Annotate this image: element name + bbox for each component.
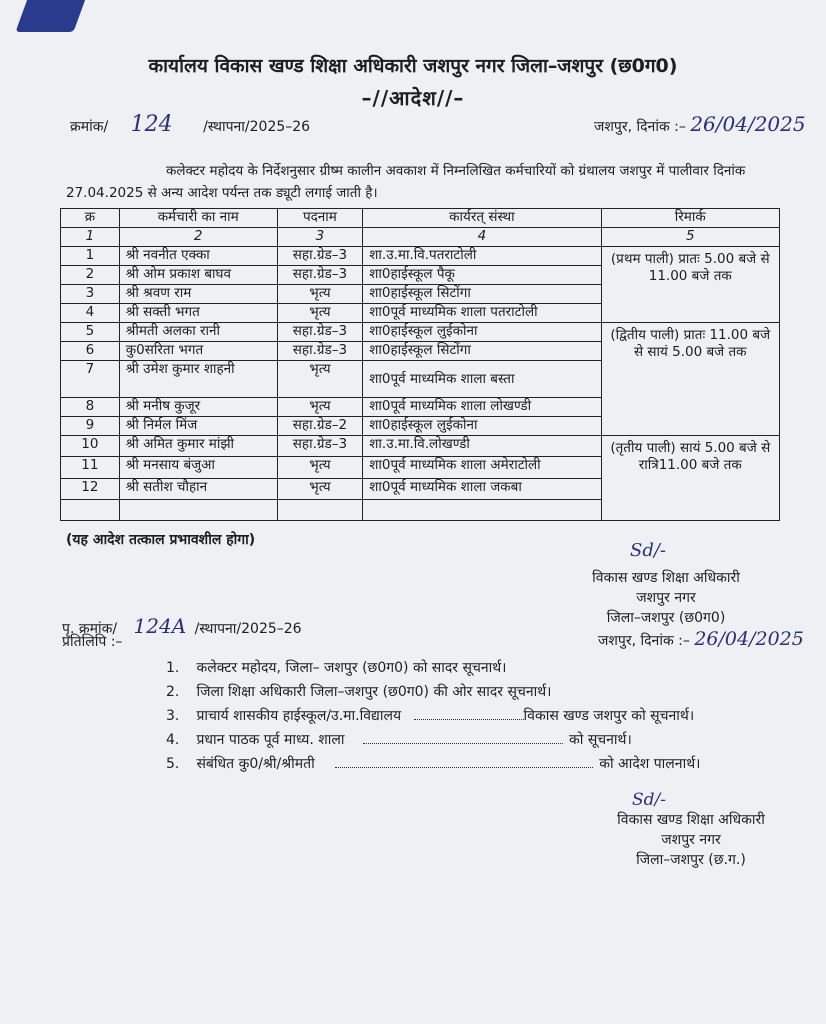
fill-in-blank <box>414 708 524 720</box>
table-header-row <box>61 209 780 228</box>
office-title: कार्यालय विकास खण्ड शिक्षा अधिकारी जशपुर नगर जिला–जशपुर (छ0ग0) <box>148 55 678 77</box>
row-post: सहा.ग्रेड–2 <box>277 417 363 436</box>
order-number-label: क्रमांक/ <box>70 119 109 135</box>
column-number-row <box>61 228 780 247</box>
copy-date-label: जशपुर, दिनांक :– <box>598 633 690 649</box>
row-name: श्री मनसाय बंजुआ <box>119 457 277 478</box>
copy-number-suffix: /स्थापना/2025–26 <box>194 621 302 637</box>
row-name: श्री अमित कुमार मांझी <box>119 436 277 457</box>
signature-place: जशपुर नगर <box>636 590 696 606</box>
row-serial: 10 <box>61 436 120 457</box>
row-post: सहा.ग्रेड–3 <box>277 323 363 342</box>
row-institution: शा0हाईस्कूल लुईकोना <box>363 417 601 436</box>
list-item-text: प्राचार्य शासकीय हाईस्कूल/उ.मा.विद्यालय <box>196 708 402 724</box>
row-serial: 4 <box>61 304 120 323</box>
col-number: 2 <box>119 228 277 247</box>
row-name: श्री मनीष कुजूर <box>119 398 277 417</box>
paper-clip-mark <box>15 0 86 32</box>
list-item <box>166 680 700 704</box>
filler-cell <box>119 499 277 520</box>
copy-number: 124A <box>133 614 187 638</box>
signature-district: जिला–जशपुर (छ0ग0) <box>606 610 726 626</box>
row-name: श्री सक्ती भगत <box>119 304 277 323</box>
order-number: 124 <box>130 112 173 137</box>
row-serial: 3 <box>61 285 120 304</box>
list-item-text: प्रधान पाठक पूर्व माध्य. शाला <box>196 732 345 748</box>
list-item-number: 2. <box>166 684 180 700</box>
header-institution: कार्यरत् संस्था <box>363 209 601 228</box>
signature-place: जशपुर नगर <box>661 832 721 848</box>
row-name: श्री नवनीत एक्का <box>119 247 277 266</box>
effective-note: (यह आदेश तत्काल प्रभावशील होगा) <box>66 532 256 548</box>
row-institution: शा0पूर्व माध्यमिक शाला पतराटोली <box>363 304 601 323</box>
row-name: श्री निर्मल मिंज <box>119 417 277 436</box>
row-institution: शा0हाईस्कूल सिटोंगा <box>363 285 601 304</box>
col-number: 5 <box>601 228 779 247</box>
row-post: सहा.ग्रेड–3 <box>277 266 363 285</box>
row-post: भृत्य <box>277 398 363 417</box>
filler-cell <box>363 499 601 520</box>
list-item-text: संबंधित कु0/श्री/श्रीमती <box>196 756 315 772</box>
row-name: श्रीमती अलका रानी <box>119 323 277 342</box>
copy-label: प्रतिलिपि :– <box>62 634 123 650</box>
row-institution: शा0पूर्व माध्यमिक शाला लोखण्डी <box>363 398 601 417</box>
filler-cell <box>277 499 363 520</box>
row-institution: शा.उ.मा.वि.पतराटोली <box>363 247 601 266</box>
table-row <box>61 436 780 457</box>
list-item-text: कलेक्टर महोदय, जिला– जशपुर (छ0ग0) को सादर सूचनार्थ। <box>196 660 507 676</box>
row-post: भृत्य <box>277 285 363 304</box>
row-institution: शा0पूर्व माध्यमिक शाला बस्ता <box>363 361 601 398</box>
fill-in-blank <box>363 732 563 744</box>
remark-shift-1: (प्रथम पाली) प्रातः 5.00 बजे से 11.00 बजे तक <box>601 247 779 323</box>
row-post: सहा.ग्रेड–3 <box>277 436 363 457</box>
order-date: 26/04/2025 <box>690 112 806 136</box>
signature-block-1 <box>556 568 776 628</box>
col-number: 3 <box>277 228 363 247</box>
copy-date-line <box>598 628 804 650</box>
list-item-text: जिला शिक्षा अधिकारी जिला–जशपुर (छ0ग0) की ओर सादर सूचनार्थ। <box>196 684 552 700</box>
remark-shift-3: (तृतीय पाली) सायं 5.00 बजे से रात्रि11.00 बजे तक <box>601 436 779 521</box>
row-institution: शा0पूर्व माध्यमिक शाला जकबा <box>363 478 601 499</box>
list-item-number: 4. <box>166 732 180 748</box>
row-institution: शा0हाईस्कूल लुईकोना <box>363 323 601 342</box>
signature-title: विकास खण्ड शिक्षा अधिकारी <box>592 570 740 586</box>
row-post: भृत्य <box>277 304 363 323</box>
row-institution: शा0हाईस्कूल पैकू <box>363 266 601 285</box>
signature-title: विकास खण्ड शिक्षा अधिकारी <box>617 812 765 828</box>
row-serial: 12 <box>61 478 120 499</box>
row-name: श्री सतीश चौहान <box>119 478 277 499</box>
header-post: पदनाम <box>277 209 363 228</box>
row-name: श्री श्रवण राम <box>119 285 277 304</box>
row-institution: शा0पूर्व माध्यमिक शाला अमेराटोली <box>363 457 601 478</box>
order-number-suffix: /स्थापना/2025–26 <box>203 119 311 135</box>
table-row <box>61 323 780 342</box>
row-post: सहा.ग्रेड–3 <box>277 247 363 266</box>
list-item-tail: को सूचनार्थ। <box>568 732 632 748</box>
row-post: भृत्य <box>277 361 363 398</box>
signature-block-2 <box>584 810 798 870</box>
order-title: –//आदेश//– <box>361 86 465 110</box>
list-item <box>166 728 700 752</box>
order-number-line <box>70 112 310 137</box>
list-item-tail: को आदेश पालनार्थ। <box>599 756 701 772</box>
list-item <box>166 656 700 680</box>
list-item-tail: विकास खण्ड जशपुर को सूचनार्थ। <box>523 708 695 724</box>
order-date-label: जशपुर, दिनांक :– <box>594 119 686 135</box>
copy-number-label: पृ. क्रमांक/ <box>62 621 118 637</box>
row-serial: 8 <box>61 398 120 417</box>
row-serial: 1 <box>61 247 120 266</box>
header-serial: क्र <box>61 209 120 228</box>
row-institution: शा.उ.मा.वि.लोखण्डी <box>363 436 601 457</box>
order-date-line <box>594 112 806 136</box>
header-remark: रिमार्क <box>601 209 779 228</box>
row-institution: शा0हाईस्कूल सिटोंगा <box>363 342 601 361</box>
row-serial: 7 <box>61 361 120 398</box>
signature-initials: Sd/- <box>632 790 666 810</box>
row-name: कु0सरिता भगत <box>119 342 277 361</box>
signature-district: जिला–जशपुर (छ.ग.) <box>636 852 746 868</box>
row-serial: 9 <box>61 417 120 436</box>
list-item-number: 3. <box>166 708 180 724</box>
row-post: भृत्य <box>277 478 363 499</box>
list-item-number: 1. <box>166 660 180 676</box>
signature-initials: Sd/- <box>630 540 666 561</box>
row-serial: 11 <box>61 457 120 478</box>
row-post: सहा.ग्रेड–3 <box>277 342 363 361</box>
remark-shift-2: (द्वितीय पाली) प्रातः 11.00 बजे से सायं 5.00 बजे तक <box>601 323 779 436</box>
filler-cell <box>61 499 120 520</box>
list-item <box>166 752 700 776</box>
row-serial: 6 <box>61 342 120 361</box>
header-name: कर्मचारी का नाम <box>119 209 277 228</box>
list-item <box>166 704 700 728</box>
row-post: भृत्य <box>277 457 363 478</box>
col-number: 1 <box>61 228 120 247</box>
duty-roster-table <box>60 208 780 521</box>
row-serial: 2 <box>61 266 120 285</box>
copy-distribution-list <box>166 656 700 776</box>
row-name: श्री ओम प्रकाश बाघव <box>119 266 277 285</box>
col-number: 4 <box>363 228 601 247</box>
copy-date: 26/04/2025 <box>694 628 804 650</box>
list-item-number: 5. <box>166 756 180 772</box>
table-row <box>61 247 780 266</box>
intro-paragraph: कलेक्टर महोदय के निर्देशनुसार ग्रीष्म कालीन अवकाश में निम्नलिखित कर्मचारियों को ग्रंथालय जशपुर में पालीवार दिनांक 27.04.2025 से अन्य आदेश पर्यन्त तक ड्यूटी लगाई जाती है। <box>66 163 746 201</box>
fill-in-blank <box>335 756 593 768</box>
row-serial: 5 <box>61 323 120 342</box>
row-name: श्री उमेश कुमार शाहनी <box>119 361 277 398</box>
